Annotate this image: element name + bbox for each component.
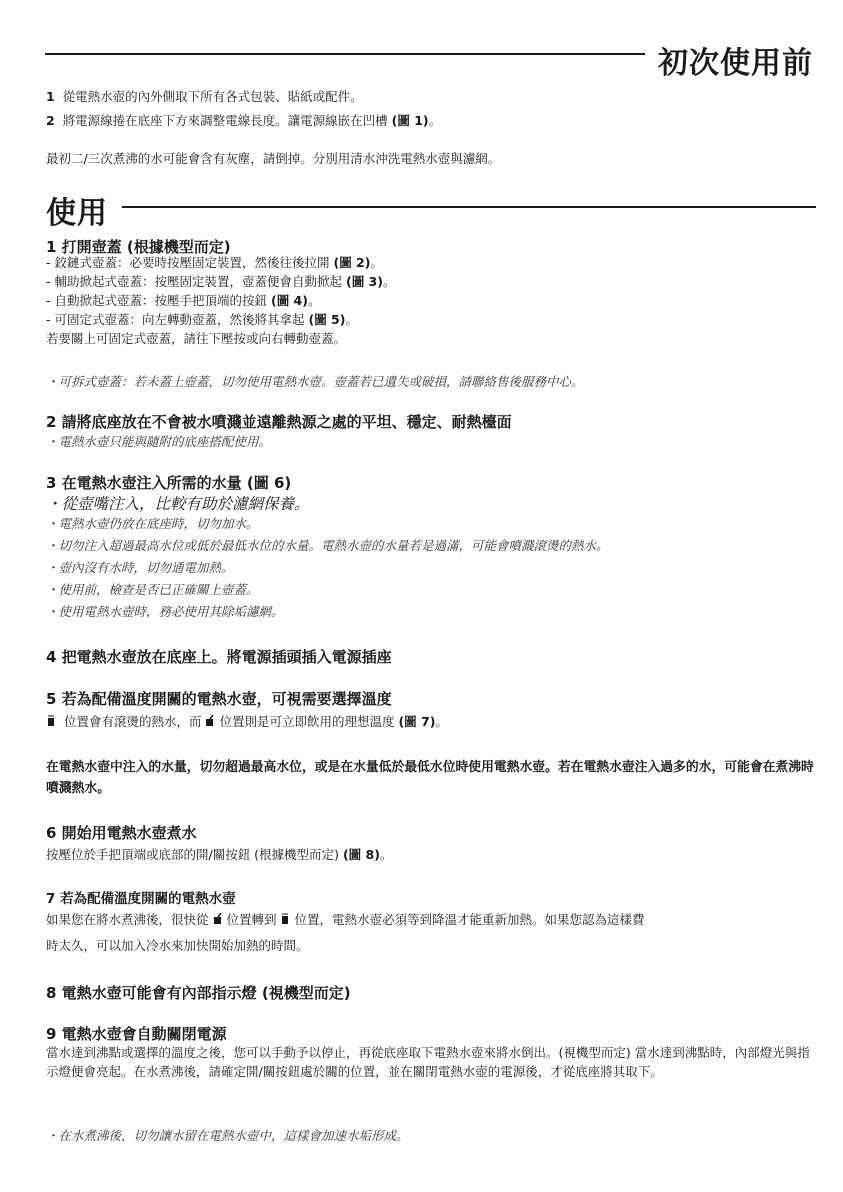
step5-line: 位置會有滾燙的熱水，而 位置則是可立即飲用的理想溫度 (圖 7)。 [46,713,448,731]
step1-line-1: - 鉸鏈式壺蓋：必要時按壓固定裝置，然後往後拉開 (圖 2)。 [46,255,383,270]
step3-tip-4: ・壺內沒有水時，切勿通電加熱。 [46,560,234,575]
step5-warning: 在電熱水壺中注入的水量，切勿超過最高水位，或是在水量低於最低水位時使用電熱水壺。若在電熱水壺注入過多的水，可能會在煮沸時噴濺熱水。 [46,760,814,796]
header-rule [45,53,645,55]
usage-rule [122,206,816,208]
step8-heading: 8 電熱水壺可能會有內部指示燈 (視機型而定) [46,984,351,1002]
step3-tip-5: ・使用前，檢查是否已正確關上壺蓋。 [46,582,259,597]
step4-heading: 4 把電熱水壺放在底座上。將電源插頭插入電源插座 [46,648,392,666]
step6-line: 按壓位於手把頂端或底部的開/關按鈕 (根據機型而定) (圖 8)。 [46,847,393,862]
step1-line-3: - 自動掀起式壺蓋：按壓手把頂端的按鈕 (圖 4)。 [46,293,321,308]
step5-heading: 5 若為配備溫度開關的電熱水壺，可視需要選擇溫度 [46,690,392,708]
step1-line-2: - 輔助掀起式壺蓋：按壓固定裝置，壺蓋便會自動掀起 (圖 3)。 [46,274,396,289]
step3-heading: 3 在電熱水壺注入所需的水量 (圖 6) [46,474,292,492]
step7-heading: 7 若為配備溫度開關的電熱水壺 [46,891,236,907]
step6-heading: 6 開始用電熱水壺煮水 [46,824,197,842]
step3-tip-2: ・電熱水壺仍放在底座時，切勿加水。 [46,516,259,531]
boiling-kettle-icon [46,715,56,727]
usage-title: 使用 [46,196,108,231]
step3-tip-6: ・使用電熱水壺時，務必使用其除垢濾網。 [46,604,284,619]
step7-line-2: 時太久，可以加入冷水來加快開始加熱的時間。 [46,938,309,953]
step3-tip-1: ・從壺嘴注入，比較有助於濾網保養。 [46,495,310,513]
intro-note: 最初二/三次煮沸的水可能會含有灰塵，請倒掉。分別用清水沖洗電熱水壺與濾網。 [46,151,501,166]
step1-tip: ・可拆式壺蓋：若未蓋上壺蓋，切勿使用電熱水壺。壺蓋若已遺失或破損，請聯絡售後服務中心。 [46,374,584,389]
step3-tip-3: ・切勿注入超過最高水位或低於最低水位的水量。電熱水壺的水量若是過滿，可能會噴濺滾燙的熱水。 [46,538,609,553]
step9-heading: 9 電熱水壺會自動關閉電源 [46,1025,227,1043]
drinkable-cup-icon [205,715,215,727]
step9-body: 當水達到沸點或選擇的溫度之後，您可以手動予以停止，再從底座取下電熱水壺來將水倒出。(視機型而定) 當水達到沸點時，內部燈光與指示燈便會亮起。在水煮沸後，請確定開/關按鈕處於關的位置，並在關閉電熱水壺的電源後，才從底座將其取下。 [46,1045,810,1079]
step7-line-1: 如果您在將水煮沸後，很快從 位置轉到 位置，電熱水壺必須等到降溫才能重新加熱。如果您認為這樣費 [46,912,645,927]
page-title: 初次使用前 [658,46,813,81]
step2-heading: 2 請將底座放在不會被水噴濺並遠離熱源之處的平坦、穩定、耐熱檯面 [46,413,512,431]
boiling-kettle-icon [280,913,290,925]
step1-close: 若要關上可固定式壺蓋，請往下壓按或向右轉動壺蓋。 [46,331,347,346]
step1-line-4: - 可固定式壺蓋：向左轉動壺蓋，然後將其拿起 (圖 5)。 [46,312,358,327]
drinkable-cup-icon [213,913,223,925]
step2-tip: ・電熱水壺只能與隨附的底座搭配使用。 [46,434,272,449]
intro-item-1: 1 從電熱水壺的內外側取下所有各式包裝、貼紙或配件。 [46,89,363,104]
step9-tip: ・在水煮沸後，切勿讓水留在電熱水壺中，這樣會加速水垢形成。 [46,1128,409,1143]
intro-item-2: 2 將電源線捲在底座下方來調整電線長度。讓電源線嵌在凹槽 (圖 1)。 [46,113,442,128]
step1-heading: 1 打開壺蓋 (根據機型而定) [46,238,231,256]
